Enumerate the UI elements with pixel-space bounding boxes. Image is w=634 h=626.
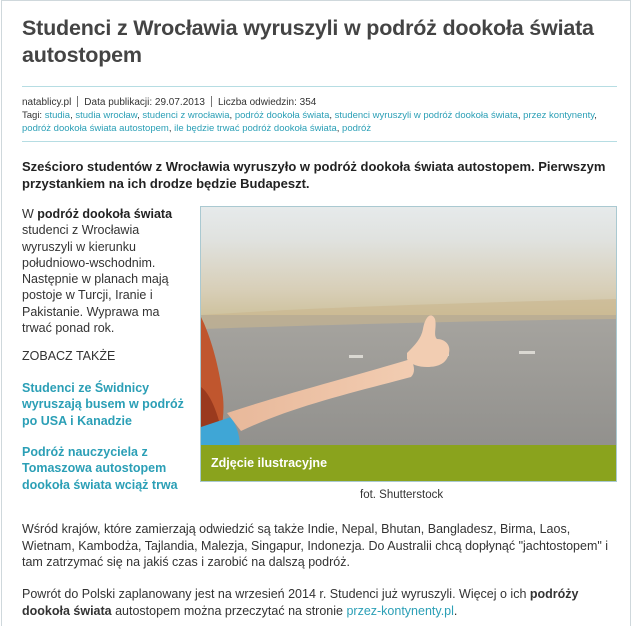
body-text: Powrót do Polski zaplanowany jest na wrzesień 2014 r. Studenci już wyruszyli. Więcej o ich bbox=[22, 587, 530, 601]
tag-link[interactable]: ile będzie trwać podróż dookoła świata bbox=[174, 123, 337, 134]
tags-label: Tagi: bbox=[22, 110, 43, 121]
tag-link[interactable]: podróż dookoła świata bbox=[234, 110, 330, 121]
see-also-heading: ZOBACZ TAKŻE bbox=[22, 349, 116, 363]
related-article-link[interactable]: Podróż nauczyciela z Tomaszowa autostopem dookoła świata wciąż trwa bbox=[22, 445, 178, 492]
meta-separator bbox=[77, 96, 78, 107]
meta-source: natablicy.pl bbox=[22, 97, 72, 108]
title-divider bbox=[22, 86, 617, 87]
article-page bbox=[1, 0, 631, 626]
meta-divider bbox=[22, 141, 617, 142]
meta-views: Liczba odwiedzin: 354 bbox=[217, 97, 317, 108]
hitchhiker-illustration bbox=[201, 207, 617, 482]
article-title: Studenci z Wrocławia wyruszyli w podróż dookoła świata autostopem bbox=[22, 16, 594, 67]
tag-link[interactable]: podróż dookoła świata autostopem bbox=[22, 123, 169, 134]
body-text: . bbox=[453, 603, 458, 618]
photo-caption: Zdjęcie ilustracyjne bbox=[201, 445, 616, 481]
meta-separator bbox=[211, 96, 212, 107]
intro-text: W bbox=[22, 207, 38, 221]
external-site-link[interactable]: przez-kontynenty.pl bbox=[346, 603, 454, 618]
tag-list: Tagi: studia, studia wrocław, studenci z wrocławia, podróż dookoła świata, studenci wyruszyli w podróż dookoła świata, przez kontynenty, podróż dookoła świata autostopem, ile będzie trwać podróż dookoła świata, podróż bbox=[22, 110, 597, 134]
tag-link[interactable]: przez kontynenty bbox=[523, 110, 595, 121]
body-keyword: podróży dookoła świata bbox=[22, 587, 579, 618]
tag-link[interactable]: studia wrocław bbox=[75, 110, 138, 121]
tag-link[interactable]: studia bbox=[44, 110, 71, 121]
related-article-link[interactable]: Studenci ze Świdnicy wyruszają busem w podróż po USA i Kanadzie bbox=[22, 381, 184, 428]
meta-date: Data publikacji: 29.07.2013 bbox=[84, 97, 205, 108]
article-meta bbox=[22, 96, 316, 108]
tag-link[interactable]: podróż bbox=[342, 123, 372, 134]
intro-text: studenci z Wrocławia wyruszyli w kierunku południowo-wschodnim. Następnie w planach mają postoje w Turcji, Iranie i Pakistanie. Wyprawa ma trwać ponad rok. bbox=[22, 223, 169, 336]
intro-keyword: podróż dookoła świata bbox=[37, 207, 173, 221]
tag-link[interactable]: studenci z wrocławia bbox=[142, 110, 230, 121]
body-text: autostopem można przeczytać na stronie bbox=[111, 603, 347, 618]
article-photo bbox=[200, 206, 617, 482]
photo-credit: fot. Shutterstock bbox=[360, 489, 444, 501]
body-paragraph: Wśród krajów, które zamierzają odwiedzić są także Indie, Nepal, Bhutan, Bangladesz, Birma, Laos, Wietnam, Kambodża, Tajlandia, Malezja, Singapur, Indonezja. Do Australii chcą dopłynąć "jachtostopem" i tam zatrzymać się na jakiś czas i zarobić na dalszą podróż. bbox=[22, 522, 609, 569]
body-paragraph bbox=[22, 586, 617, 619]
intro-paragraph bbox=[22, 206, 192, 336]
article-lead: Sześcioro studentów z Wrocławia wyruszyło w podróż dookoła świata autostopem. Pierwszym przystankiem na ich drodze będzie Budapeszt. bbox=[22, 159, 606, 191]
tag-link[interactable]: studenci wyruszyli w podróż dookoła świata bbox=[334, 110, 518, 121]
